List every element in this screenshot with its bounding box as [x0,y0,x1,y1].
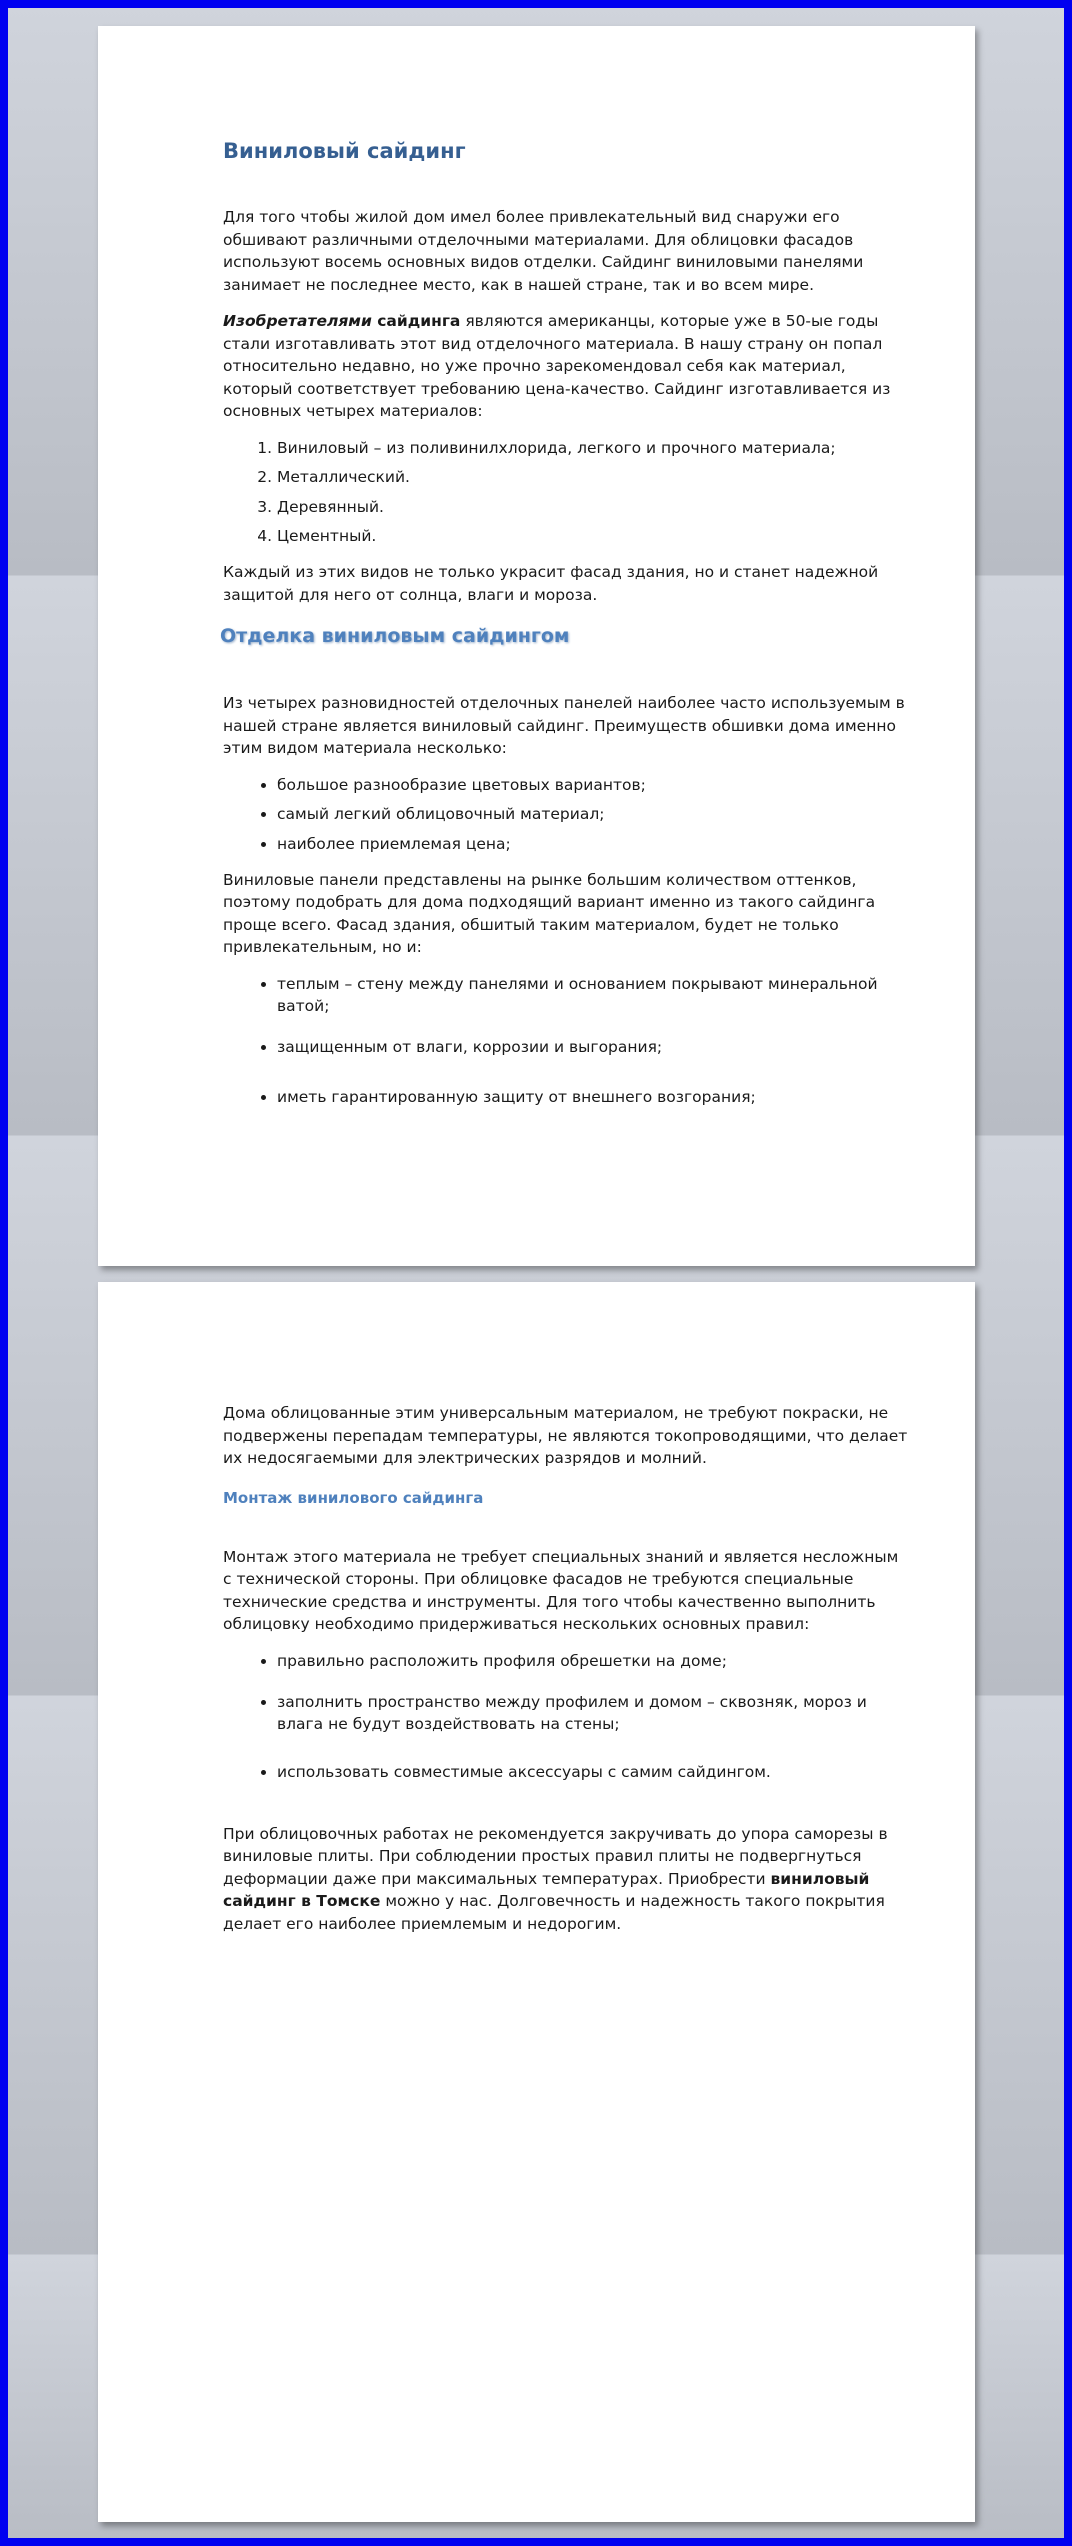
paragraph-installation: Монтаж этого материала не требует специальных знаний и является несложным с технической стороны. При облицовке фасадов не требуются специальные технические средства и инструменты. Для того чтобы качественно выполнить облицовку необходимо придерживаться нескольких основных правил: [223,1547,899,1633]
list-item: • правильно расположить профиля обрешетки на доме; [277,1650,909,1672]
recommendation-end-text: можно у нас. Долговечность и надежность такого покрытия делает его наиболее приемлемым и недорогим. [223,1892,885,1933]
inventors-italic-text: Изобретателями [223,312,372,330]
paragraph-properties: Дома облицованные этим универсальным материалом, не требуют покраски, не подвержены перепадам температуры, не являются токопроводящими, что делает их недосягаемыми для электрических разрядов и молний. [223,1404,908,1467]
recommendation-start-text: При облицовочных работах не рекомендуется закручивать до упора саморезы в виниловые плиты. При соблюдении простых правил плиты не подвергнуться деформации даже при максимальных температурах. Приобрести [223,1824,888,1888]
list-item: • наиболее приемлемая цена; [277,833,909,855]
list-item: • использовать совместимые аксессуары с самим сайдингом. [277,1761,909,1783]
qualities-list [223,973,909,1108]
list-item: • защищенным от влаги, коррозии и выгорания; [277,1036,909,1058]
document-page-1 [98,26,975,1266]
list-item: • теплым – стену между панелями и основанием покрывают минеральной ватой; [277,973,909,1017]
heading-vinyl-siding: Виниловый сайдинг [223,139,466,163]
paragraph-protection: Каждый из этих видов не только украсит фасад здания, но и станет надежной защитой для него от солнца, влаги и мороза. [223,563,879,604]
rules-list [223,1650,909,1783]
list-item: • самый легкий облицовочный материал; [277,803,909,825]
document-page-2 [98,1282,975,2522]
list-item: • большое разнообразие цветовых вариантов; [277,774,909,796]
siding-tomsk-bold-text: виниловый сайдинг в Томске [223,1869,870,1910]
heading-vinyl-finishing: Отделка виниловым сайдингом [220,625,570,647]
list-item: • заполнить пространство между профилем и домом – сквозняк, мороз и влага не будут воздействовать на стены; [277,1691,909,1735]
paragraph-recommendation [223,1823,909,1936]
list-item: 4. Цементный. [277,525,909,547]
list-item: • иметь гарантированную защиту от внешнего возгорания; [277,1086,909,1108]
paragraph-popularity: Из четырех разновидностей отделочных панелей наиболее часто используемым в нашей стране является виниловый сайдинг. Преимуществ обшивки дома именно этим видом материала несколько: [223,694,905,757]
advantages-list [223,774,909,855]
list-item: 1. Виниловый – из поливинилхлорида, легкого и прочного материала; [277,437,909,459]
heading-installation: Монтаж винилового сайдинга [223,1488,484,1507]
list-item: 3. Деревянный. [277,496,909,518]
materials-list [223,437,909,548]
list-item: 2. Металлический. [277,466,909,488]
paragraph-intro: Для того чтобы жилой дом имел более привлекательный вид снаружи его обшивают различными отделочными материалами. Для облицовки фасадов используют восемь основных видов отделки. Сайдинг виниловыми панелями занимает не последнее место, как в нашей стране, так и во всем мире. [223,208,864,294]
inventors-rest-text: являются американцы, которые уже в 50-ые годы стали изготавливать этот вид отделочного материала. В нашу страну он попал относительно недавно, но уже прочно зарекомендовал себя как материал, который соответствует требованию цена-качество. Сайдинг изготавливается из основных четырех материалов: [223,312,891,420]
paragraph-inventors [223,310,909,423]
paragraph-colors: Виниловые панели представлены на рынке большим количеством оттенков, поэтому подобрать для дома подходящий вариант именно из такого сайдинга проще всего. Фасад здания, обшитый таким материалом, будет не только привлекательным, но и: [223,870,876,956]
siding-bold-text: сайдинга [371,312,461,330]
